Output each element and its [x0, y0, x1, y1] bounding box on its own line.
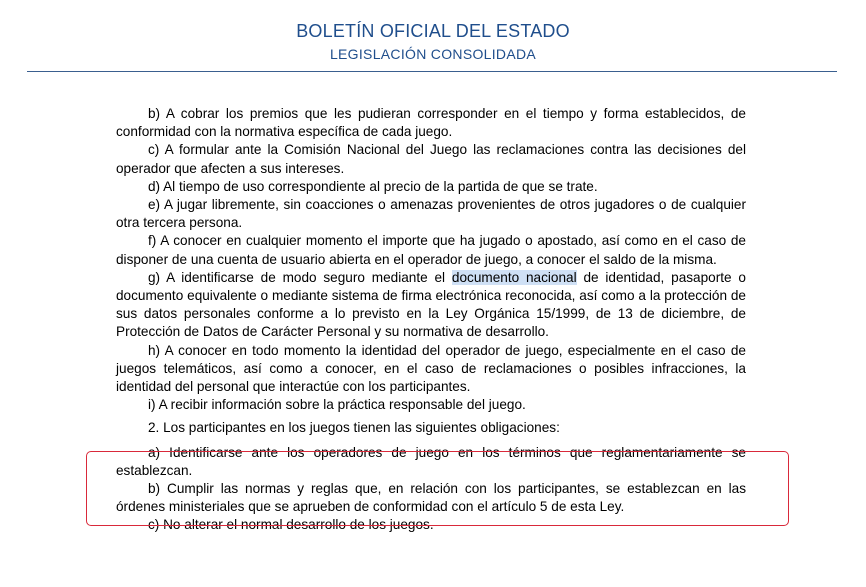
obligation-a: a) Identificarse ante los operadores de juego en los términos que reglamentariamente se establezcan. [116, 444, 746, 478]
paragraph-d: d) Al tiempo de uso correspondiente al precio de la partida de que se trate. [148, 178, 598, 194]
paragraph-f: f) A conocer en cualquier momento el importe que ha jugado o apostado, así como en el caso de disponer de una cuenta de usuario abierta en el operador de juego, a conocer el saldo de la misma. [116, 233, 746, 267]
header-subtitle: LEGISLACIÓN CONSOLIDADA [329, 46, 537, 62]
paragraph-g-start: g) A identificarse de modo seguro mediante el [148, 269, 452, 285]
header-divider [27, 71, 837, 72]
paragraph-g [116, 269, 746, 342]
document-header [0, 0, 866, 75]
paragraph-b: b) A cobrar los premios que les pudieran corresponder en el tiempo y forma establecidos, de conformidad con la normativa específica de cada juego. [116, 106, 746, 140]
paragraph-i: i) A recibir información sobre la práctica responsable del juego. [148, 397, 526, 413]
paragraph-e: e) A jugar libremente, sin coacciones o amenazas provenientes de otros jugadores o de cualquier otra tercera persona. [116, 197, 746, 231]
paragraph-c: c) A formular ante la Comisión Nacional del Juego las reclamaciones contra las decisiones del operador que afecten a sus intereses. [116, 142, 746, 176]
obligation-b: b) Cumplir las normas y reglas que, en relación con los participantes, se establezcan en las órdenes ministeriales que se aprueben de conformidad con el artículo 5 de esta Ley. [116, 481, 746, 515]
obligations-heading: 2. Los participantes en los juegos tienen las siguientes obligaciones: [148, 420, 560, 436]
selected-text-highlight[interactable]: documento nacional [451, 269, 577, 285]
obligation-c: c) No alterar el normal desarrollo de los juegos. [148, 517, 434, 533]
header-title: BOLETÍN OFICIAL DEL ESTADO [296, 21, 570, 41]
annotation-box [86, 451, 789, 526]
paragraph-h: h) A conocer en todo momento la identidad del operador de juego, especialmente en el caso de juegos telemáticos, así como a conocer, en el caso de reclamaciones o posibles infracciones, la identidad del personal que interactúe con los participantes. [116, 342, 746, 395]
paragraph-g-end: de identidad, pasaporte o documento equivalente o mediante sistema de firma electrónica reconocida, así como a la protección de sus datos personales conforme a lo previsto en la Ley Orgánica 15/1999, de 13 de diciembre, de Protección de Datos de Carácter Personal y su normativa de desarrollo. [116, 269, 746, 340]
